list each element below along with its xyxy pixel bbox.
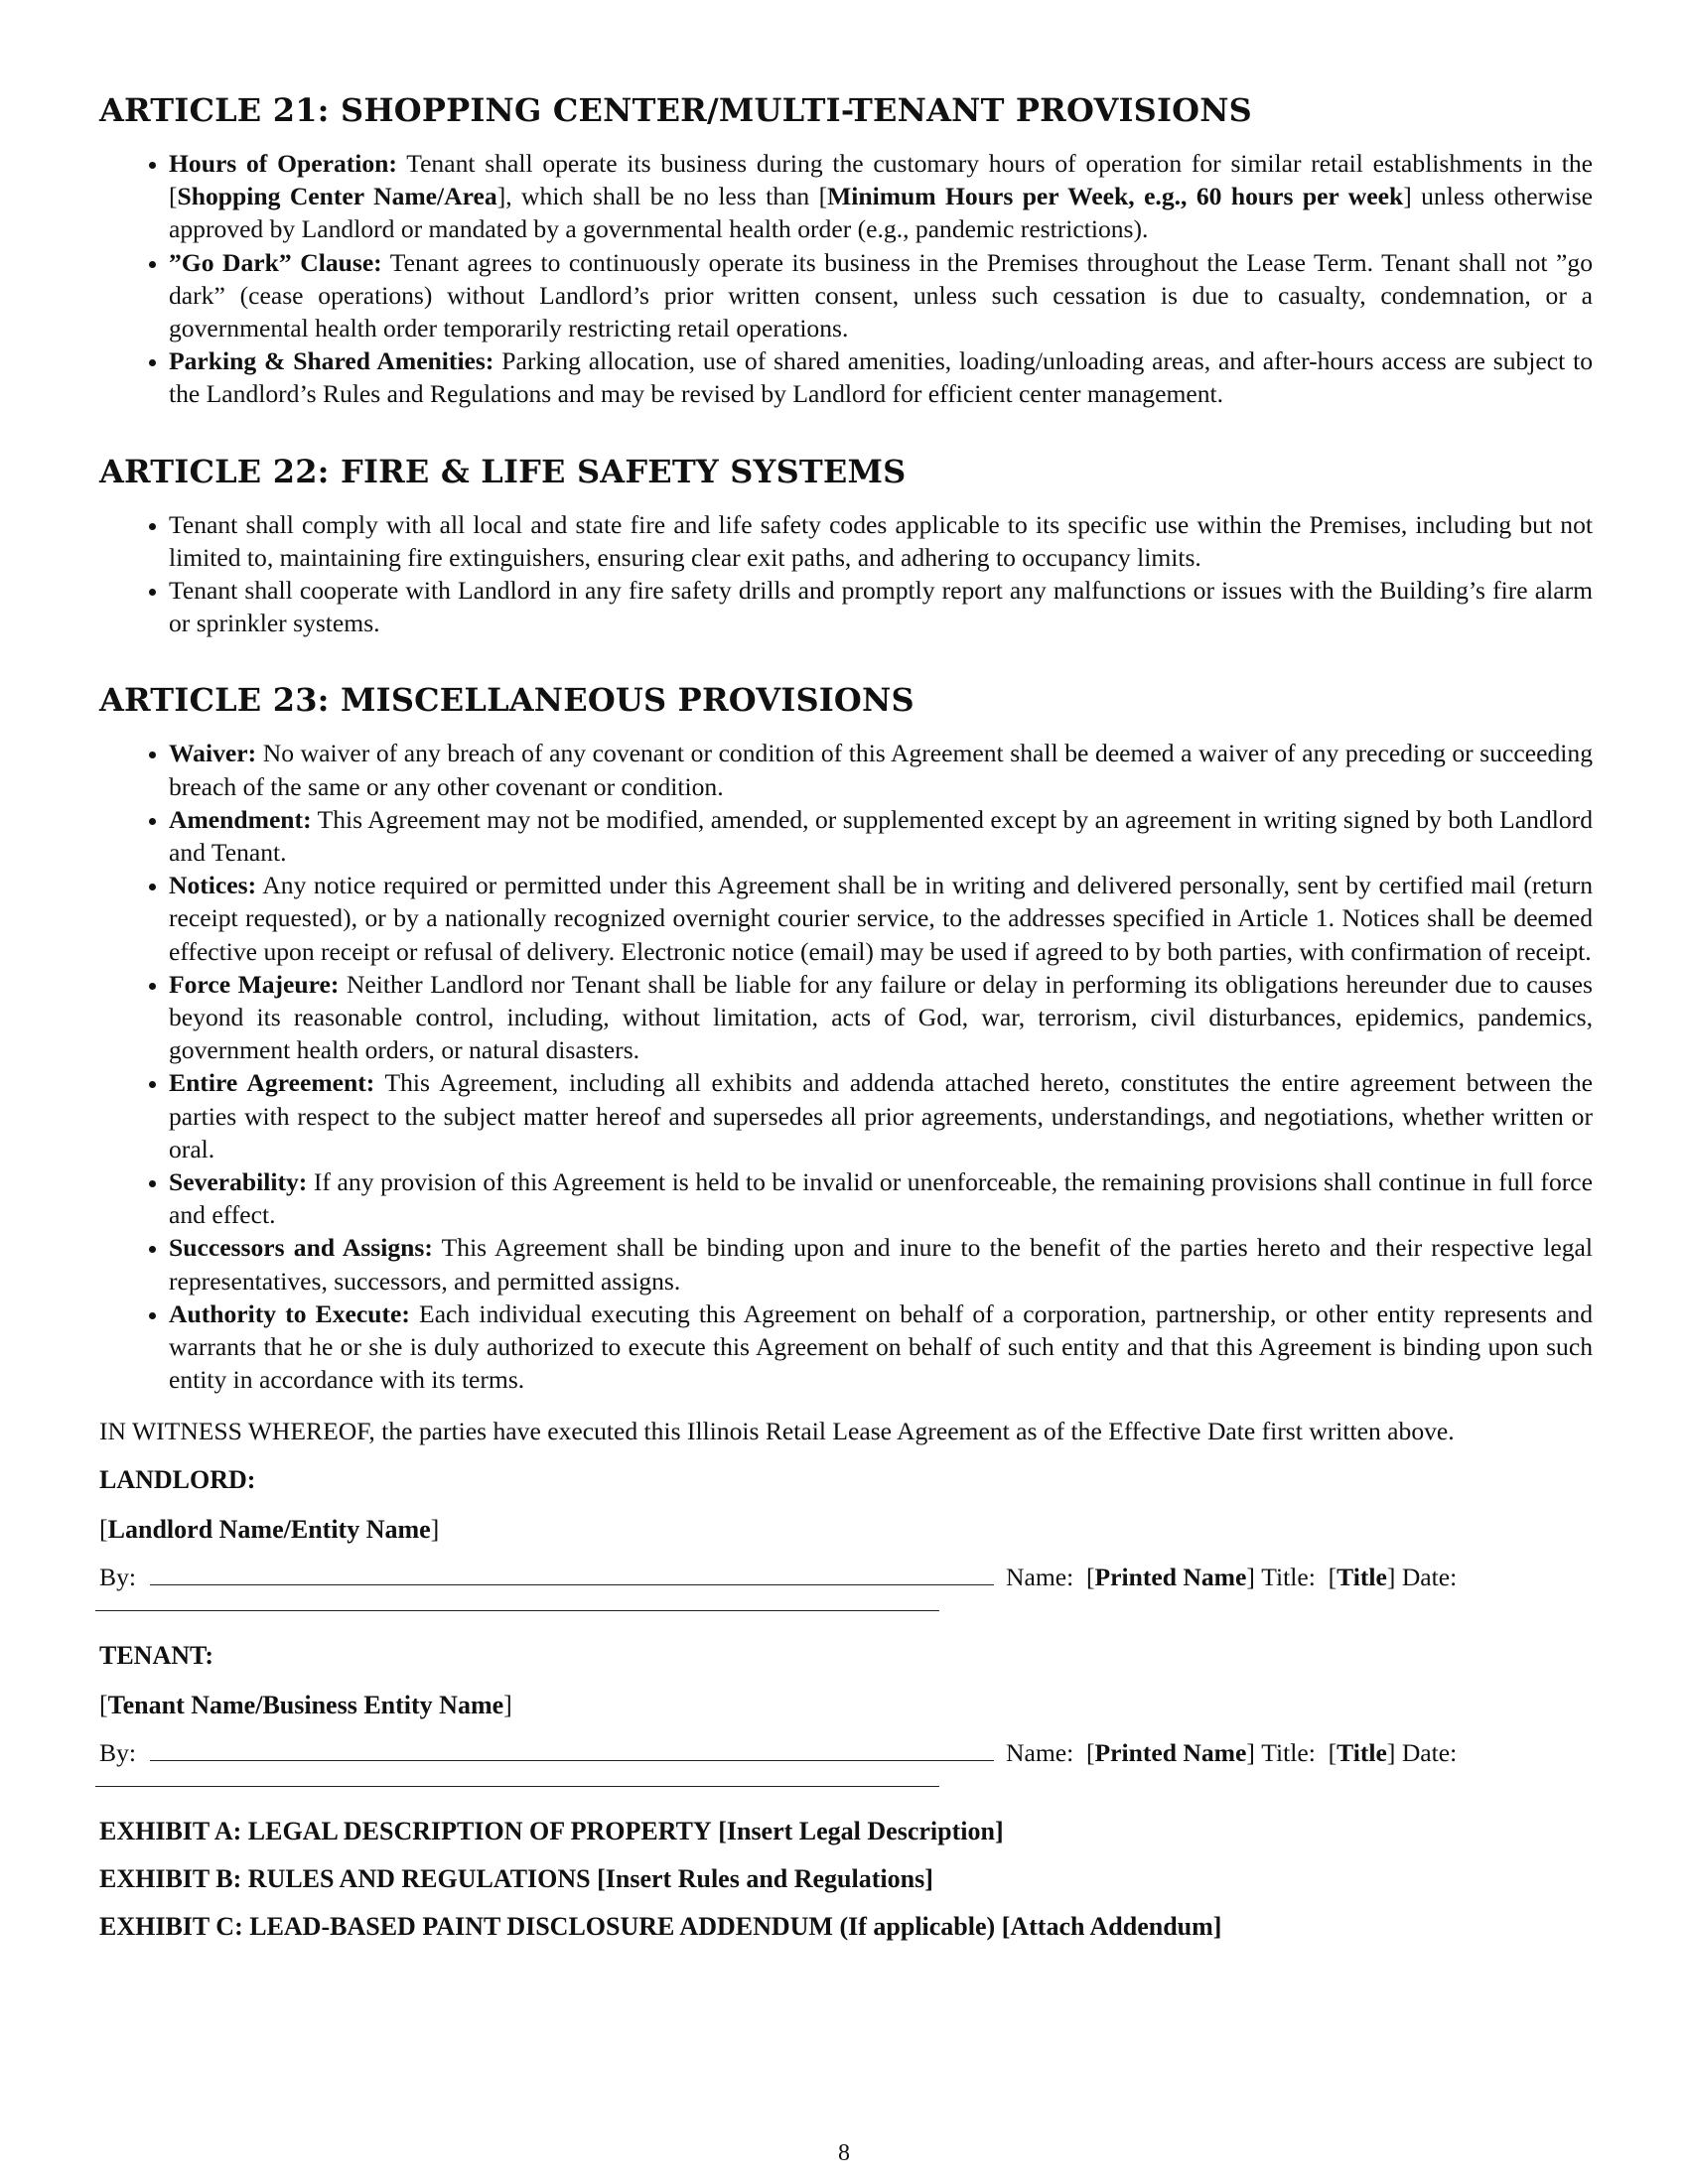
page-number: 8 [838, 2140, 850, 2166]
list-item: • Amendment: This Agreement may not be modified, amended, or supplemented except by an agreement in writing signed by both Landlord and Tenant. [169, 803, 1593, 869]
list-item: • Severability: If any provision of this Agreement is held to be invalid or unenforceable, the remaining provisions shall continue in full force and effect. [169, 1165, 1593, 1231]
tenant-signature-line[interactable] [150, 1738, 994, 1761]
tenant-entity: [Tenant Name/Business Entity Name] [99, 1690, 512, 1719]
list-item: • Hours of Operation: Tenant shall operate its business during the customary hours of operation for similar retail establishments in the [Shopping Center Name/Area], which shall be no less than [Minimum Hours per Week, e.g., 60 hours per week] unless otherwise approved by Landlord or mandated by a governmental health order (e.g., pandemic restrictions). [169, 147, 1593, 246]
list-item: • Tenant shall cooperate with Landlord in any fire safety drills and promptly report any malfunctions or issues with the Building’s fire alarm or sprinkler systems. [169, 574, 1593, 639]
landlord-date-line[interactable] [95, 1602, 939, 1611]
article-22-heading: ARTICLE 22: FIRE & LIFE SAFETY SYSTEMS [99, 452, 907, 490]
tenant-signature-row: By: Name: [ Printed Name ] Title: [ Title ] Date: [99, 1737, 1458, 1767]
article-21-list [99, 147, 1593, 411]
witness-paragraph: IN WITNESS WHEREOF, the parties have executed this Illinois Retail Lease Agreement as of the Effective Date first written above. [99, 1416, 1455, 1445]
article-23-heading: ARTICLE 23: MISCELLANEOUS PROVISIONS [99, 681, 914, 720]
list-item: • Waiver: No waiver of any breach of any covenant or condition of this Agreement shall be deemed a waiver of any preceding or succeeding breach of the same or any other covenant or condition. [169, 737, 1593, 802]
tenant-date-line[interactable] [95, 1778, 939, 1787]
landlord-entity: [Landlord Name/Entity Name] [99, 1514, 440, 1544]
list-item: • Entire Agreement: This Agreement, including all exhibits and addenda attached hereto, constitutes the entire agreement between the parties with respect to the subject matter hereof and supersedes all prior agreements, understandings, and negotiations, whether written or oral. [169, 1066, 1593, 1165]
article-22-list [99, 508, 1593, 640]
list-item: • Successors and Assigns: This Agreement shall be binding upon and inure to the benefit of the parties hereto and their respective legal representatives, successors, and permitted assigns. [169, 1231, 1593, 1297]
document-page [99, 91, 1593, 1960]
list-item: • Notices: Any notice required or permitted under this Agreement shall be in writing and delivered personally, sent by certified mail (return receipt requested), or by a nationally recognized overnight courier service, to the addresses specified in Article 1. Notices shall be deemed effective upon receipt or refusal of delivery. Electronic notice (email) may be used if agreed to by both parties, with confirmation of receipt. [169, 869, 1593, 968]
exhibit-b: EXHIBIT B: RULES AND REGULATIONS [Insert Rules and Regulations] [99, 1863, 933, 1893]
tenant-label: TENANT: [99, 1640, 214, 1670]
landlord-signature-line[interactable] [150, 1563, 994, 1585]
article-23-list [99, 737, 1593, 1396]
landlord-signature-row: By: Name: [ Printed Name ] Title: [ Title ] Date: [99, 1562, 1458, 1591]
list-item: • ”Go Dark” Clause: Tenant agrees to continuously operate its business in the Premises throughout the Lease Term. Tenant shall not ”go dark” (cease operations) without Landlord’s prior written consent, unless such cessation is due to casualty, condemnation, or a governmental health order temporarily restricting retail operations. [169, 246, 1593, 345]
exhibit-a: EXHIBIT A: LEGAL DESCRIPTION OF PROPERTY [Insert Legal Description] [99, 1816, 1004, 1845]
list-item: • Force Majeure: Neither Landlord nor Tenant shall be liable for any failure or delay in performing its obligations hereunder due to causes beyond its reasonable control, including, without limitation, acts of God, war, terrorism, civil disturbances, epidemics, pandemics, government health orders, or natural disasters. [169, 968, 1593, 1067]
list-item: • Tenant shall comply with all local and state fire and life safety codes applicable to its specific use within the Premises, including but not limited to, maintaining fire extinguishers, ensuring clear exit paths, and adhering to occupancy limits. [169, 508, 1593, 574]
landlord-label: LANDLORD: [99, 1464, 256, 1494]
article-21-heading: ARTICLE 21: SHOPPING CENTER/MULTI-TENANT PROVISIONS [99, 91, 1252, 129]
list-item: • Authority to Execute: Each individual executing this Agreement on behalf of a corporation, partnership, or other entity represents and warrants that he or she is duly authorized to execute this Agreement on behalf of such entity and that this Agreement is binding upon such entity in accordance with its terms. [169, 1297, 1593, 1397]
list-item: • Parking & Shared Amenities: Parking allocation, use of shared amenities, loading/unloading areas, and after-hours access are subject to the Landlord’s Rules and Regulations and may be revised by Landlord for efficient center management. [169, 344, 1593, 410]
exhibit-c: EXHIBIT C: LEAD-BASED PAINT DISCLOSURE ADDENDUM (If applicable) [Attach Addendum] [99, 1911, 1222, 1941]
